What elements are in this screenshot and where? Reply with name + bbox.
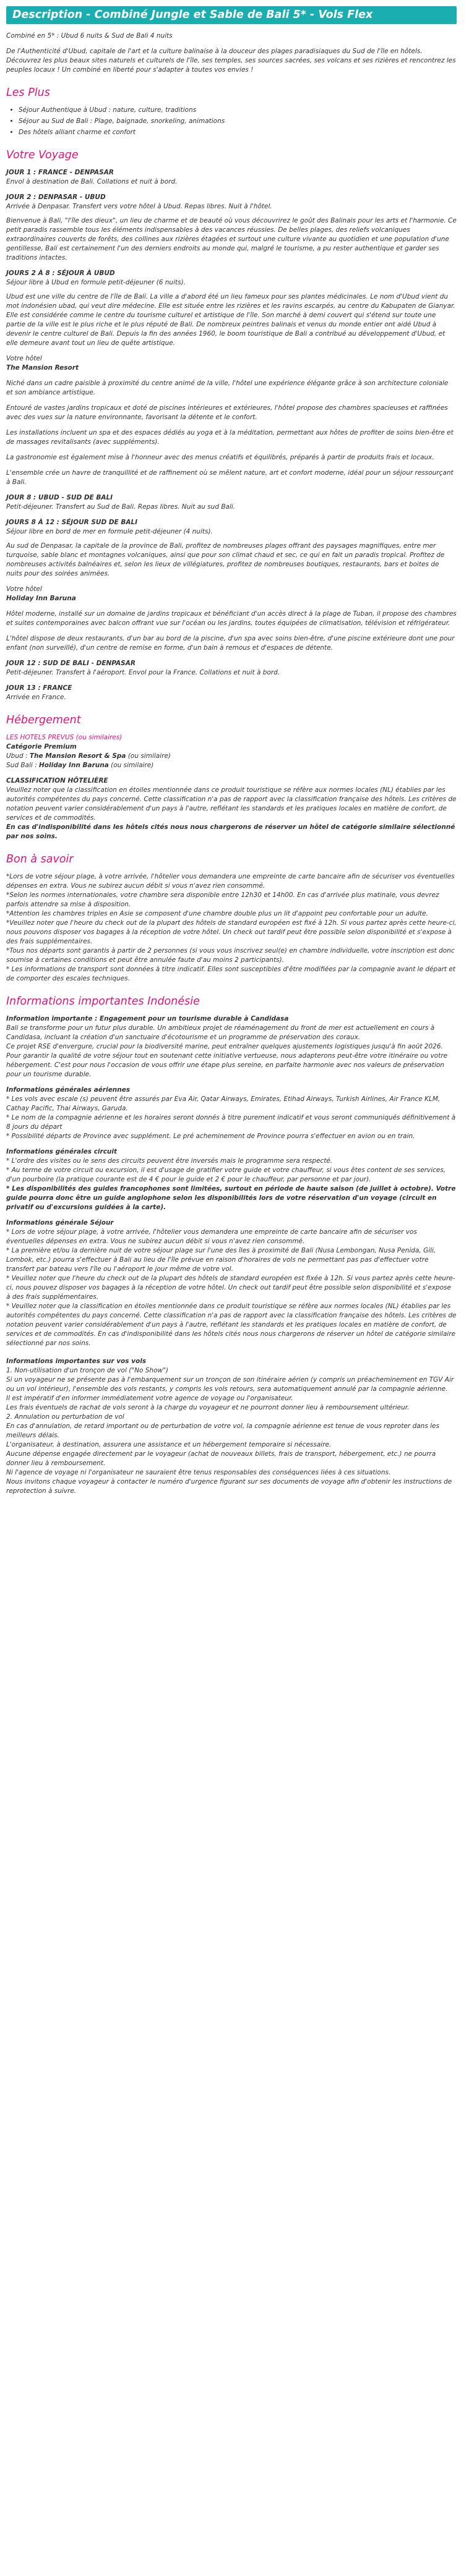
hotel-name: Holiday Inn Baruna xyxy=(6,595,76,602)
south-bali-paragraph: Au sud de Denpasar, la capitale de la province de Bali, profitez de nombreuses plages offrant des paysages magnifiques, entre mer turquoise, sable blanc et montagnes volcaniques, ainsi que pour son climat chaud et sec, ce qui en fait un paradis tropical. Profitez de nombreuses activités balnéaires et, selon les lieux de villégiatures, profitez de nombreuses boutiques, restaurants, bars et boites de nuits pour des soirées animées. xyxy=(6,542,445,577)
sejour-line: * La première et/ou la dernière nuit de votre séjour plage sur l'une des îles à proximité de Bali (Nusa Lembongan, Nusa Penida, Gili, Lombok, etc.) pourra s'effectuer à Bali au lieu de l'île prévue en raison d'horaires de vols ne permettant pas pas d'effectuer votre transfert par bateau vers l'île ou l'aéroport le jour même de votre vol. xyxy=(6,1247,436,1273)
hotel-name: The Mansion Resort & Spa xyxy=(29,752,126,760)
day-description: Séjour libre à Ubud en formule petit-déjeuner (6 nuits). xyxy=(6,279,186,286)
circuit-line: * Au terme de votre circuit ou excursion, il est d'usage de gratifier votre guide et votre chauffeur, si vous êtes content de ses services, d'un pourboire (la pratique courante est de 4 € pour le guide et 2 € pour le chauffeur, par personne et par jour). xyxy=(6,1167,446,1183)
subtitle: Combiné en 5* : Ubud 6 nuits & Sud de Bali 4 nuits xyxy=(6,32,173,40)
hebergement-heading: Hébergement xyxy=(6,714,81,726)
vols-line: 1. Non-utilisation d'un tronçon de vol ("No Show") xyxy=(6,1367,169,1374)
hotel-line-ubud xyxy=(6,752,457,761)
vols-label: Informations importantes sur vos vols xyxy=(6,1358,147,1365)
day-description: Petit-déjeuner. Transfert à l'aéroport. Envol pour la France. Collations et nuit à bord. xyxy=(6,669,280,676)
hotel-paragraph: Niché dans un cadre paisible à proximité du centre animé de la ville, l'hôtel une expérience élégante grâce à son architecture coloniale et son ambiance artistique. xyxy=(6,380,449,396)
engagement-label: Information importante : Engagement pour un tourisme durable à Candidasa xyxy=(6,1015,289,1022)
engagement-paragraph: Ce projet RSE d'envergure, crucial pour la biodiversité marine, peut entraîner quelques ajustements logistiques jusqu'à fin août 2026. Pour garantir la qualité de votre séjour tout en soutenant cette initiative vertueuse, nous adapterons peut-être votre itinéraire ou votre hébergement. C'est pour nous l'occasion de vous offrir une étape plus sereine, en parfaite harmonie avec nos valeurs de préservation pour un tourisme durable. xyxy=(6,1043,448,1078)
hotel-paragraph: Hôtel moderne, installé sur un domaine de jardins tropicaux et bénéficiant d'un accès direct à la plage de Tuban, il propose des chambres et suites contemporaines avec balcon offrant vue sur l'océan ou les jardins, toutes équipées de climatisation, télévision et réfrigérateur. xyxy=(6,610,457,627)
vols-line: En cas d'annulation, de retard important ou de perturbation de votre vol, la compagnie aérienne est tenue de vous reproter dans les meilleurs délais. xyxy=(6,1422,439,1439)
category-label: Catégorie Premium xyxy=(6,743,77,750)
engagement-paragraph: Bali se transforme pour un futur plus durable. Un ambitieux projet de réaménagement du front de mer est actuellement en cours à Candidasa, incluant la création d'un sanctuaire d'écotourisme et un programme de préservation des coraux. xyxy=(6,1024,435,1041)
day-title: JOUR 13 : FRANCE xyxy=(6,684,72,692)
plus-item: • Séjour au Sud de Bali : Plage, baignade, snorkeling, animations xyxy=(19,117,457,126)
classification-paragraph: Veuillez noter que la classification en étoiles mentionnée dans ce produit touristique se réfère aux normes locales (NL) établies par les autorités compétentes du pays concerné. Cette classification n'a pas de rapport avec la classification française des hôtels. Les critères de notation peuvent varier considérablement d'un pays à l'autre, reflétant les standards et les pratiques locales en matière de confort, de services et de commodités. xyxy=(6,786,457,822)
hotel-note: (ou similaire) xyxy=(108,762,154,769)
aer-line: * Possibilité départs de Province avec supplément. Le pré acheminement de Province pourra s'effectuer en avion ou en train. xyxy=(6,1133,415,1140)
hotel-name: The Mansion Resort xyxy=(6,364,79,372)
day-title: JOUR 12 : SUD DE BALI - DENPASAR xyxy=(6,660,136,667)
aer-label: Informations générales aériennes xyxy=(6,1086,131,1094)
ubud-paragraph: Ubud est une ville du centre de l'île de Bali. La ville a d'abord été un lieu fameux pour ses plantes médicinales. Le nom d'Ubud vient du mot indonésien ubad, qui veut dire médecine. Elle est située entre les rizières et les ravins escarpés, au centre du Kabupaten de Gianyar. Elle est considérée comme le centre du tourisme culturel et artistique de l'île. Son marché à demi couvert qui s'étend sur toute une partie de la ville est le plus riche et le plus réputé de Bali. De nombreux peintres balinais et venus du monde entier ont aidé Ubud à devenir le centre culturel de Bali. Depuis la fin des années 1960, le boom touristique de Bali a contribué au développement d'Ubud, et elle demeure avant tout un lieu de quête artistique. xyxy=(6,293,455,347)
bon-line: *Lors de votre séjour plage, à votre arrivée, l'hôtelier vous demandera une empreinte de carte bancaire afin de sécuriser vos éventuelles dépenses en extra. Vous ne subirez aucun débit si vous n'avez rien consommé. xyxy=(6,873,455,890)
plus-list xyxy=(6,106,457,137)
plus-heading: Les Plus xyxy=(6,87,50,99)
hotel-line-sud xyxy=(6,761,457,770)
aer-line: * Les vols avec escale (s) peuvent être assurés par Eva Air, Qatar Airways, Emirates, Etihad Airways, Turkish Airlines, Air France KLM, Cathay Pacific, Thai Airways, Garuda. xyxy=(6,1095,441,1112)
plus-item: • Séjour Authentique à Ubud : nature, culture, traditions xyxy=(19,106,457,115)
bon-line: *Veuillez noter que l'heure du check out de la plupart des hôtels de standard européen est fixé à 12h. Si vous partez après cette heure-ci, nous pouvons disposer vos bagages à la réception de votre hôtel. Un check out tardif peut être possible selon disponibilité et s'expose à des frais supplémentaires. xyxy=(6,919,457,945)
bon-a-savoir-heading: Bon à savoir xyxy=(6,853,74,865)
day-description: Petit-déjeuner. Transfert au Sud de Bali. Repas libres. Nuit au sud Bali. xyxy=(6,503,236,511)
ubud-intro-paragraph: Bienvenue à Bali, "l'île des dieux", un lieu de charme et de beauté où vous découvrirez le goût des Balinais pour les arts et l'harmonie. Ce petit paradis rassemble tous les éléments indispensables à des vacances réussies. De belles plages, des reliefs volcaniques extraordinaires couverts de forêts, des collines aux rizières étagées et surtout une culture vivante au quotidien et une population d'une gentillesse, Bali est certainement l'un des derniers endroits au monde qui, malgré le tourisme, a pu rester authentique et garder ses traditions intactes. xyxy=(6,217,457,261)
hotel-paragraph: L'hôtel dispose de deux restaurants, d'un bar au bord de la piscine, d'un spa avec soins bien-être, d'une piscine extérieure dont une pour enfant (non surveillé), d'un centre de remise en forme, d'un bain à remous et d'espaces de détente. xyxy=(6,635,455,652)
intro-paragraph: De l'Authenticité d'Ubud, capitale de l'art et la culture balinaise à la douceur des plages paradisiaques du Sud de l'île en hôtels. Découvrez les plus beaux sites naturels et culturels de l'île, ses temples, ses sources sacrées, ses volcans et ses rizières et rencontrez les peuples locaux ! Un combiné en liberté pour s'adapter à toutes vos envies ! xyxy=(6,48,456,74)
infos-heading: Informations importantes Indonésie xyxy=(6,995,200,1008)
hotel-city: Ubud : xyxy=(6,752,30,760)
page-title: Description - Combiné Jungle et Sable de Bali 5* - Vols Flex xyxy=(6,6,457,24)
vols-line: Nous invitons chaque voyageur à contacter le numéro d'urgence figurant sur ses documents de voyage afin d'obtenir les instructions de reprotection à suivre. xyxy=(6,1478,452,1495)
circuit-line: * L'ordre des visites ou le sens des circuits peuvent être inversés mais le programme sera respecté. xyxy=(6,1157,333,1165)
hotel-label: Votre hôtel xyxy=(6,355,42,362)
sejour-line: * Veuillez noter que la classification en étoiles mentionnée dans ce produit touristique se réfère aux normes locales (NL) établies par les autorités compétentes du pays concerné. Cette classification n'a pas de rapport avec la classification française des hôtels. Les critères de notation peuvent varier considérablement d'un pays à l'autre, reflétant les standards et les pratiques locales en matière de confort, de services et de commodités. En cas d'indisponibilité dans les hôtels cités nous nous chargerons de réserver un hôtel de catégorie similaire sélectionné par nos soins. xyxy=(6,1303,457,1347)
hotel-paragraph: Entouré de vastes jardins tropicaux et doté de piscines intérieures et extérieures, l'hôtel propose des chambres spacieuses et raffinées avec des vues sur la nature environnante, favorisant la détente et le confort. xyxy=(6,404,448,421)
day-title: JOUR 1 : FRANCE - DENPASAR xyxy=(6,169,114,176)
bon-line: * Les informations de transport sont données à titre indicatif. Elles sont susceptibles d'être modifiées par la compagnie avant le départ et de comporter des escales techniques. xyxy=(6,966,455,982)
hotel-note: (ou similaire) xyxy=(126,752,171,760)
classification-note: En cas d'indisponibilité dans les hôtels cités nous nous chargerons de réserver un hôtel de catégorie similaire sélectionné par nos soins. xyxy=(6,823,455,840)
circuit-line: * Les disponibilités des guides francophones sont limitées, surtout en période de haute saison (de juillet à octobre). Votre guide pourra donc être un guide anglophone selon les disponibilités lors de votre réservation d'un voyage (circuit en privatif ou d'excursions guidées à la carte). xyxy=(6,1185,456,1211)
bon-line: *Selon les normes internationales, votre chambre sera disponible entre 12h30 et 14h00. En cas d'arrivée plus matinale, vous devrez parfois attendre sa mise à disposition. xyxy=(6,891,439,908)
vols-line: Ni l'agence de voyage ni l'organisateur ne sauraient être tenus responsables des conséquences liées à ces situations. xyxy=(6,1469,391,1476)
sejour-line: * Veuillez noter que l'heure du check out de la plupart des hôtels de standard européen est fixée à 12h. Si vous partez après cette heure-ci, nous pouvez disposer vos bagages à la réception de votre hôtel. Un check out tardif peut être possible selon disponibilité et s'expose à des frais supplémentaires. xyxy=(6,1275,455,1301)
day-description: Arrivée en France. xyxy=(6,694,66,701)
day-title: JOURS 8 À 12 : SÉJOUR SUD DE BALI xyxy=(6,519,138,526)
sejour-line: * Lors de votre séjour plage, à votre arrivée, l'hôtelier vous demandera une empreinte de carte bancaire afin de sécuriser vos éventuelles dépenses en extra. Vous ne subirez aucun débit si vous n'avez rien consommé. xyxy=(6,1228,417,1245)
vols-line: Il est impératif d'en informer immédiatement votre agence de voyage ou l'organisateur. xyxy=(6,1395,293,1402)
day-title: JOUR 2 : DENPASAR - UBUD xyxy=(6,193,106,201)
aer-line: * Le nom de la compagnie aérienne et les horaires seront donnés à titre purement indicatif et vous seront communiqués définitivement à 8 jours du départ xyxy=(6,1114,456,1131)
bon-line: *Attention les chambres triples en Asie se composent d'une chambre double plus un lit d'appoint peu confortable pour un adulte. xyxy=(6,910,428,917)
hotel-label: Votre hôtel xyxy=(6,585,42,593)
vols-line: Aucune dépense engagée directement par le voyageur (achat de nouveaux billets, frais de transport, hébergement, etc.) ne pourra donner lieu à remboursement. xyxy=(6,1450,436,1467)
voyage-heading: Votre Voyage xyxy=(6,149,79,161)
plus-item: • Des hôtels alliant charme et confort xyxy=(19,128,457,137)
day-description: Arrivée à Denpasar. Transfert vers votre hôtel à Ubud. Repas libres. Nuit à l'hôtel. xyxy=(6,203,272,210)
hotels-prevus-label: LES HOTELS PREVUS (ou similaires) xyxy=(6,734,123,741)
hotel-city: Sud Bali : xyxy=(6,762,40,769)
day-title: JOUR 8 : UBUD - SUD DE BALI xyxy=(6,494,113,501)
sejour-label: Informations générale Séjour xyxy=(6,1219,114,1226)
circuit-label: Informations générales circuit xyxy=(6,1148,118,1155)
day-description: Séjour libre en bord de mer en formule petit-déjeuner (4 nuits). xyxy=(6,528,213,535)
hotel-paragraph: La gastronomie est également mise à l'honneur avec des menus créatifs et équilibrés, préparés à partir de produits frais et locaux. xyxy=(6,454,434,461)
vols-line: Si un voyageur ne se présente pas à l'embarquement sur un tronçon de son itinéraire aérien (y compris un préacheminement en TGV Air ou un vol intérieur), l'ensemble des vols restants, y compris les vols retours, sera automatiquement annulé par la compagnie aérienne. xyxy=(6,1376,454,1393)
hotel-paragraph: Les installations incluent un spa et des espaces dédiés au yoga et à la méditation, permettant aux hôtes de profiter de soins bien-être et de massages revitalisants (avec suppléments). xyxy=(6,429,454,446)
classification-label: CLASSIFICATION HÔTELIÈRE xyxy=(6,777,108,784)
day-description: Envol à destination de Bali. Collations et nuit à bord. xyxy=(6,178,178,185)
vols-line: Les frais éventuels de rachat de vols seront à la charge du voyageur et ne pourront donner lieu à remboursement ultérieur. xyxy=(6,1404,410,1411)
vols-line: 2. Annulation ou perturbation de vol xyxy=(6,1413,124,1421)
day-title: JOURS 2 À 8 : SÉJOUR À UBUD xyxy=(6,270,115,277)
vols-line: L'organisateur, à destination, assurera une assistance et un hébergement temporaire si nécessaire. xyxy=(6,1441,332,1448)
hotel-paragraph: L'ensemble crée un havre de tranquillité et de raffinement où se mêlent nature, art et confort moderne, idéal pour un séjour ressourçant à Bali. xyxy=(6,469,454,486)
hotel-name: Holiday Inn Baruna xyxy=(39,762,109,769)
bon-line: *Tous nos départs sont garantis à partir de 2 personnes (si vous vous inscrivez seul(e) en chambre individuelle, votre inscription est donc soumise à certaines conditions et peut être annulée faute d'au moins 2 participants). xyxy=(6,947,455,964)
